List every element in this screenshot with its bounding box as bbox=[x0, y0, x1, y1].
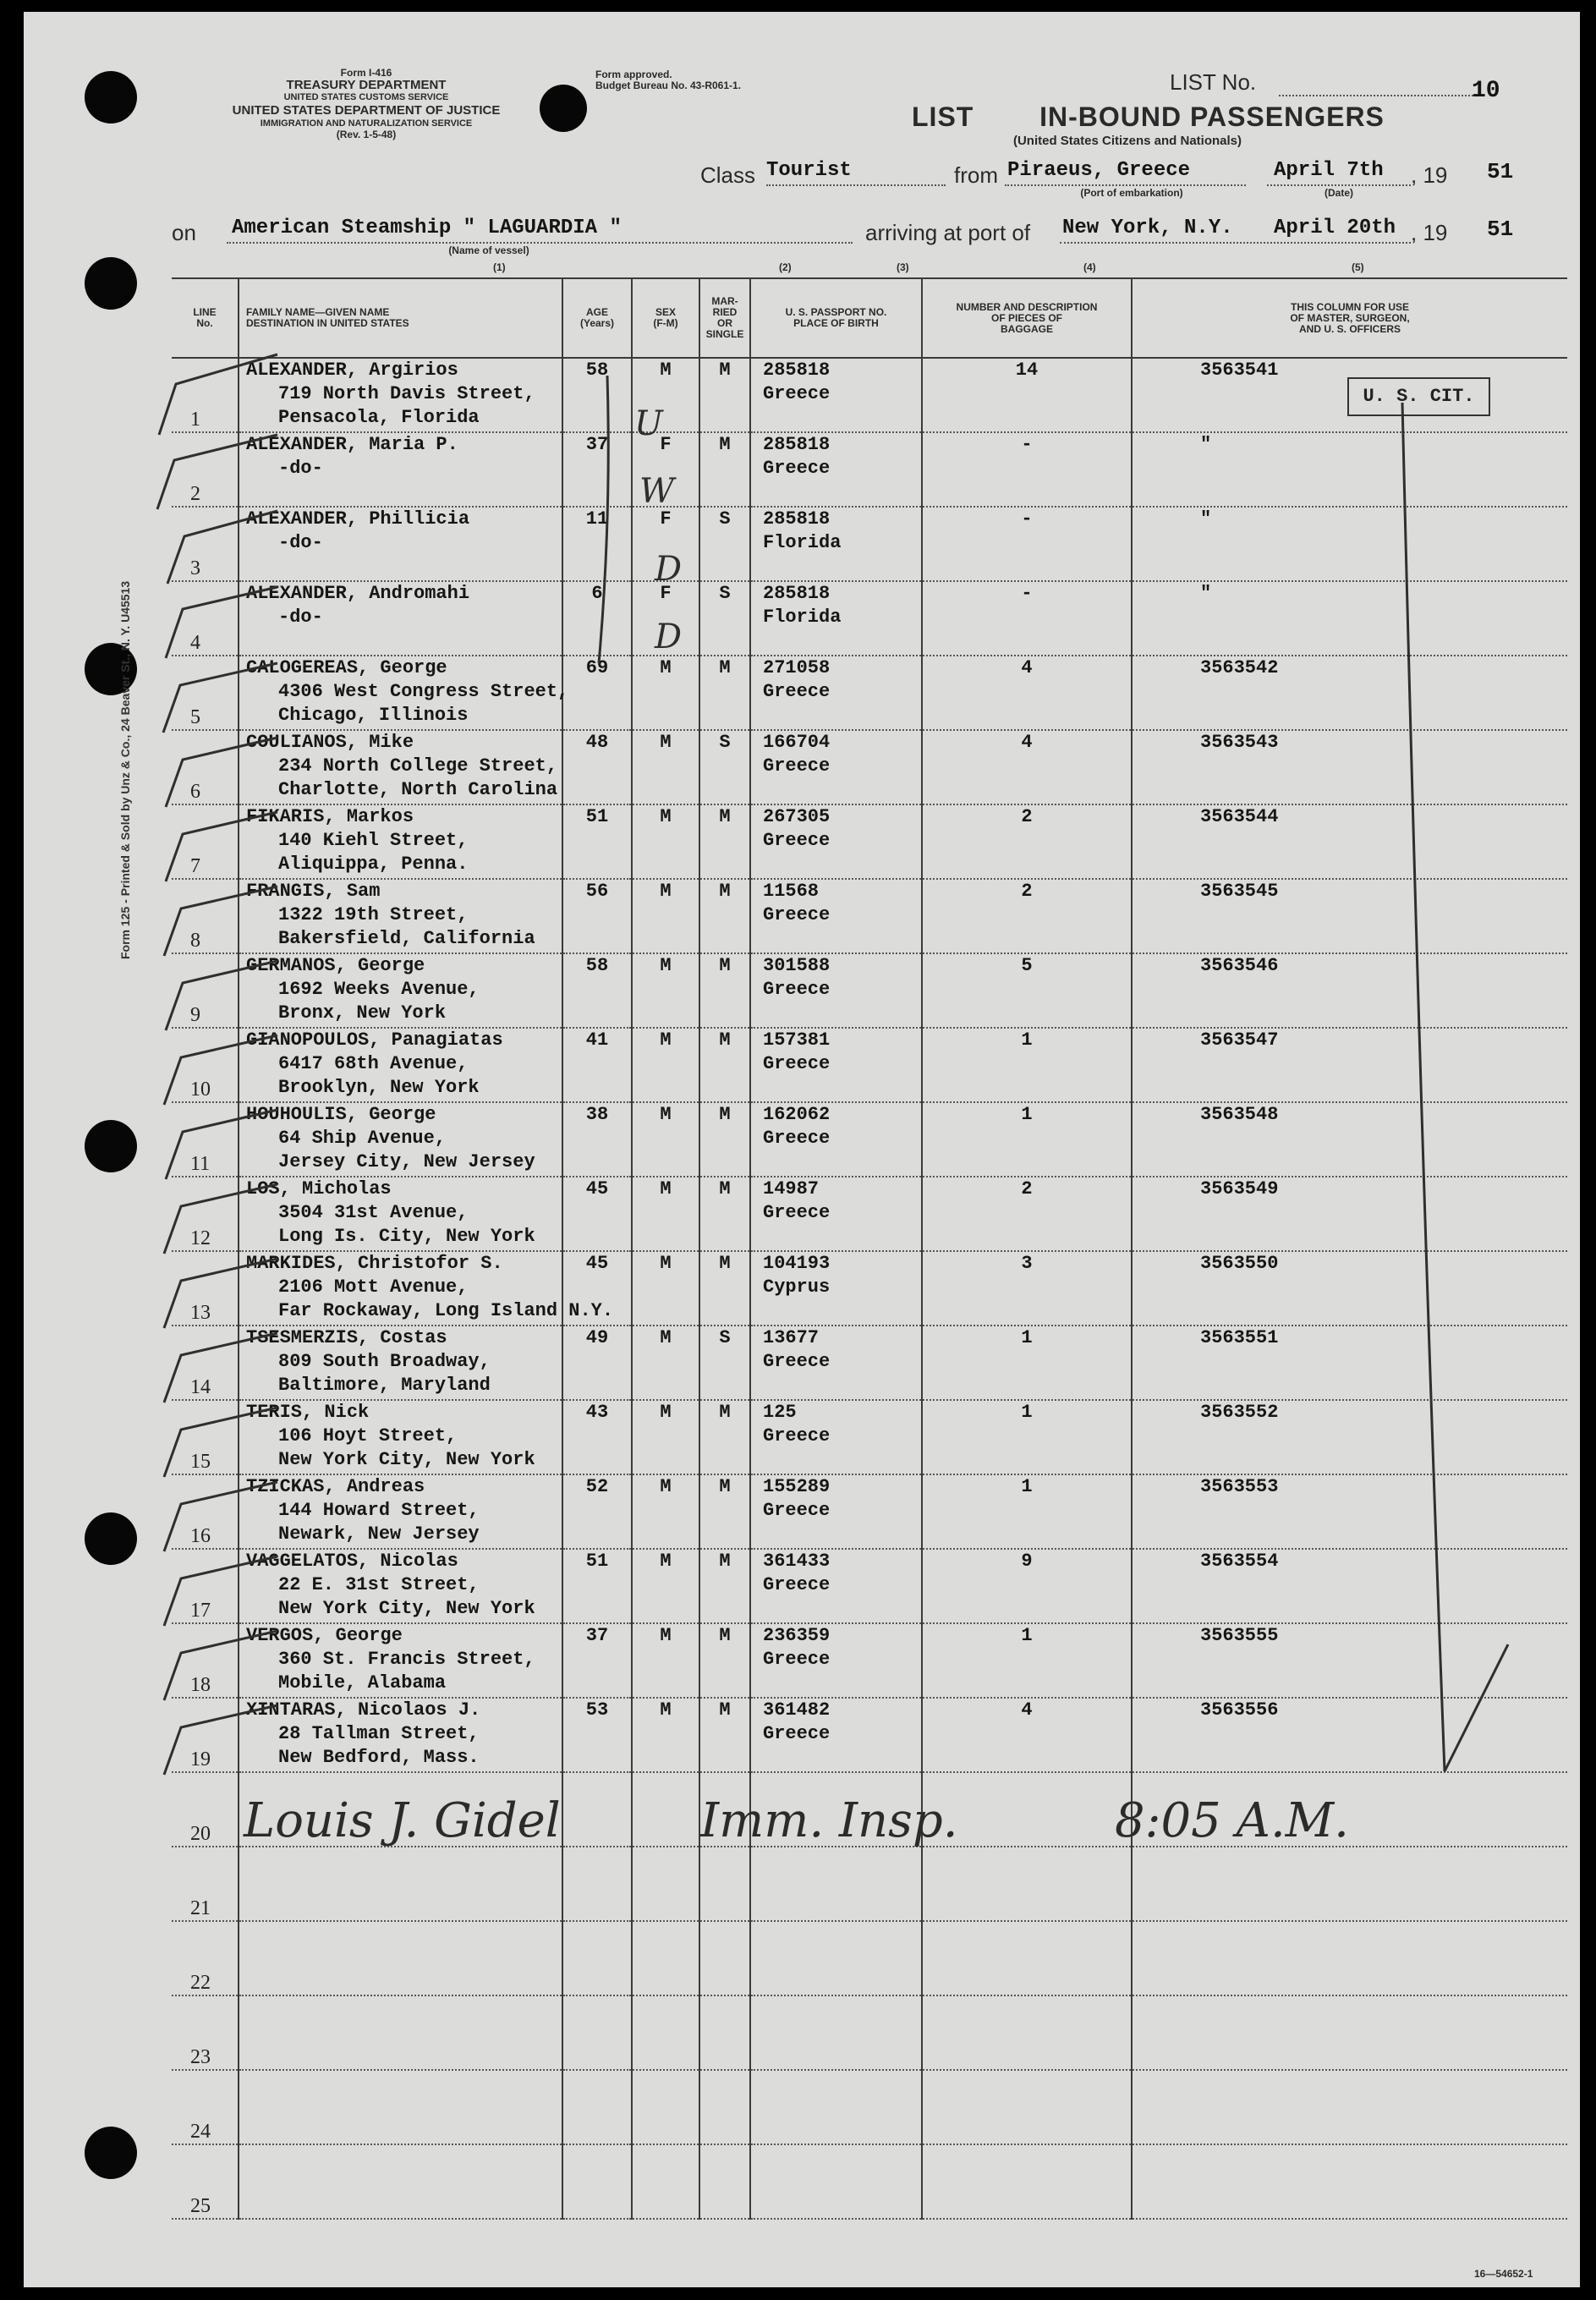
address-line-1: 6417 68th Avenue, bbox=[278, 1053, 469, 1074]
sex-value: F bbox=[660, 434, 672, 455]
line-number: 23 bbox=[190, 2046, 211, 2068]
list-number-value: 10 bbox=[1472, 78, 1500, 104]
officer-number: 3563555 bbox=[1200, 1625, 1279, 1646]
place-of-birth: Greece bbox=[763, 383, 831, 404]
check-mark bbox=[164, 1259, 277, 1328]
officer-number: 3563549 bbox=[1200, 1178, 1279, 1199]
baggage-count: 4 bbox=[1021, 657, 1033, 678]
header-married: MAR- RIED OR SINGLE bbox=[699, 278, 750, 358]
place-of-birth: Florida bbox=[763, 532, 842, 553]
passport-number: 13677 bbox=[763, 1327, 820, 1348]
passport-number: 155289 bbox=[763, 1476, 831, 1497]
passport-number: 285818 bbox=[763, 583, 831, 604]
place-of-birth: Greece bbox=[763, 904, 831, 925]
officer-number: 3563547 bbox=[1200, 1029, 1279, 1051]
line-number: 22 bbox=[190, 1972, 211, 1994]
age-value: 69 bbox=[585, 657, 609, 678]
officer-number: 3563550 bbox=[1200, 1253, 1279, 1274]
check-mark bbox=[166, 738, 277, 807]
age-value: 49 bbox=[585, 1327, 609, 1348]
baggage-count: 14 bbox=[1015, 360, 1039, 381]
address-line-1: 106 Hoyt Street, bbox=[278, 1425, 458, 1446]
officer-number: 3563541 bbox=[1200, 360, 1279, 381]
officer-number: 3563556 bbox=[1200, 1699, 1279, 1721]
sex-value: M bbox=[660, 806, 672, 827]
address-line-1: 2106 Mott Avenue, bbox=[278, 1276, 469, 1298]
place-of-birth: Florida bbox=[763, 607, 842, 628]
age-value: 37 bbox=[585, 434, 609, 455]
passport-number: 11568 bbox=[763, 881, 820, 902]
age-value: 56 bbox=[585, 881, 609, 902]
address-line-2: Aliquippa, Penna. bbox=[278, 854, 469, 875]
age-value: 52 bbox=[585, 1476, 609, 1497]
passenger-name: COULIANOS, Mike bbox=[246, 732, 414, 753]
baggage-count: 1 bbox=[1021, 1029, 1033, 1051]
marital-value: M bbox=[719, 1402, 731, 1423]
margin-mark: D bbox=[655, 618, 683, 656]
passenger-name: LOS, Micholas bbox=[246, 1178, 392, 1199]
passenger-name: MARKIDES, Christofor S. bbox=[246, 1253, 503, 1274]
justice-department: UNITED STATES DEPARTMENT OF JUSTICE bbox=[232, 103, 501, 118]
address-line-1: -do- bbox=[278, 458, 323, 479]
passport-number: 166704 bbox=[763, 732, 831, 753]
address-line-2: Baltimore, Maryland bbox=[278, 1375, 491, 1396]
officer-number: 3563543 bbox=[1200, 732, 1279, 753]
age-value: 41 bbox=[585, 1029, 609, 1051]
department: TREASURY DEPARTMENT bbox=[286, 78, 447, 92]
address-line-1: 28 Tallman Street, bbox=[278, 1723, 480, 1744]
passenger-name: CALOGEREAS, George bbox=[246, 657, 447, 678]
arrival-port: New York, N.Y. bbox=[1062, 217, 1233, 239]
marital-value: M bbox=[719, 881, 731, 902]
address-line-2: Chicago, Illinois bbox=[278, 705, 469, 726]
line-number: 6 bbox=[190, 781, 200, 803]
check-mark bbox=[157, 435, 277, 509]
arrival-date: April 20th bbox=[1274, 217, 1396, 239]
passenger-name: TERIS, Nick bbox=[246, 1402, 370, 1423]
address-line-2: Pensacola, Florida bbox=[278, 407, 480, 428]
header-officers: THIS COLUMN FOR USE OF MASTER, SURGEON, AND U. S. OFFICERS bbox=[1132, 278, 1567, 358]
col-num-3: (3) bbox=[897, 261, 909, 273]
age-value: 45 bbox=[585, 1178, 609, 1199]
age-value: 48 bbox=[585, 732, 609, 753]
sex-value: M bbox=[660, 955, 672, 976]
age-value: 37 bbox=[585, 1625, 609, 1646]
line-number: 21 bbox=[190, 1897, 211, 1919]
address-line-2: Newark, New Jersey bbox=[278, 1523, 480, 1545]
check-mark bbox=[167, 511, 277, 584]
officer-number: 3563553 bbox=[1200, 1476, 1279, 1497]
class-value: Tourist bbox=[766, 159, 852, 182]
baggage-count: 1 bbox=[1021, 1327, 1033, 1348]
col-num-5: (5) bbox=[1352, 261, 1364, 273]
inspector-signature: Louis J. Gidel bbox=[244, 1793, 561, 1848]
line-number: 16 bbox=[190, 1525, 211, 1547]
place-of-birth: Greece bbox=[763, 1723, 831, 1744]
check-mark bbox=[164, 1556, 277, 1626]
passport-number: 285818 bbox=[763, 360, 831, 381]
inspector-title: Imm. Insp. bbox=[700, 1793, 958, 1848]
sex-value: M bbox=[660, 1402, 672, 1423]
sex-value: M bbox=[660, 1476, 672, 1497]
line-number: 9 bbox=[190, 1004, 200, 1026]
passenger-name: XINTARAS, Nicolaos J. bbox=[246, 1699, 481, 1721]
check-mark bbox=[166, 1110, 277, 1179]
passport-number: 285818 bbox=[763, 434, 831, 455]
sex-value: M bbox=[660, 360, 672, 381]
sex-value: M bbox=[660, 1625, 672, 1646]
marital-value: S bbox=[719, 1327, 731, 1348]
line-number: 1 bbox=[190, 409, 200, 431]
place-of-birth: Greece bbox=[763, 1128, 831, 1149]
check-mark bbox=[164, 1631, 277, 1700]
passenger-name: ALEXANDER, Maria P. bbox=[246, 434, 458, 455]
passenger-name: TZICKAS, Andreas bbox=[246, 1476, 425, 1497]
line-number: 17 bbox=[190, 1600, 211, 1622]
passport-number: 361482 bbox=[763, 1699, 831, 1721]
sex-value: M bbox=[660, 1178, 672, 1199]
place-of-birth: Greece bbox=[763, 1351, 831, 1372]
marital-value: M bbox=[719, 806, 731, 827]
address-line-2: Bakersfield, California bbox=[278, 928, 535, 949]
place-of-birth: Cyprus bbox=[763, 1276, 831, 1298]
manifest-subtitle: (United States Citizens and Nationals) bbox=[1012, 134, 1242, 148]
place-of-birth: Greece bbox=[763, 681, 831, 702]
place-of-birth: Greece bbox=[763, 1500, 831, 1521]
address-line-1: 1322 19th Street, bbox=[278, 904, 469, 925]
passport-number: 271058 bbox=[763, 657, 831, 678]
baggage-count: 5 bbox=[1021, 955, 1033, 976]
line-number: 13 bbox=[190, 1302, 211, 1324]
line-number: 2 bbox=[190, 483, 200, 505]
marital-value: M bbox=[719, 955, 731, 976]
marital-value: M bbox=[719, 434, 731, 455]
officer-number: " bbox=[1200, 508, 1212, 530]
address-line-1: 719 North Davis Street, bbox=[278, 383, 535, 404]
age-value: 51 bbox=[585, 1551, 609, 1572]
line-number: 24 bbox=[190, 2121, 211, 2143]
year-prefix-2: , 19 bbox=[1411, 220, 1448, 245]
check-mark bbox=[163, 663, 277, 733]
address-line-2: Mobile, Alabama bbox=[278, 1672, 447, 1693]
line-number: 3 bbox=[190, 557, 200, 579]
marital-value: M bbox=[719, 1178, 731, 1199]
place-of-birth: Greece bbox=[763, 755, 831, 777]
place-of-birth: Greece bbox=[763, 979, 831, 1000]
us-citizen-stamp: U. S. CIT. bbox=[1347, 377, 1490, 416]
line-number: 10 bbox=[190, 1079, 211, 1101]
line-number: 7 bbox=[190, 855, 200, 877]
line-number: 20 bbox=[190, 1823, 211, 1845]
passenger-name: ALEXANDER, Phillicia bbox=[246, 508, 470, 530]
sex-value: M bbox=[660, 1327, 672, 1348]
passport-number: 285818 bbox=[763, 508, 831, 530]
line-number: 25 bbox=[190, 2195, 211, 2217]
vessel-name: American Steamship " LAGUARDIA " bbox=[232, 217, 622, 239]
address-line-1: 4306 West Congress Street, bbox=[278, 681, 569, 702]
form-approved: Form approved. bbox=[595, 69, 672, 80]
sex-value: M bbox=[660, 1104, 672, 1125]
passenger-name: TSESMERZIS, Costas bbox=[246, 1327, 447, 1348]
age-value: 43 bbox=[585, 1402, 609, 1423]
officer-number: 3563551 bbox=[1200, 1327, 1279, 1348]
address-line-1: 3504 31st Avenue, bbox=[278, 1202, 469, 1223]
margin-mark: D bbox=[655, 550, 683, 589]
marital-value: M bbox=[719, 1551, 731, 1572]
passport-number: 361433 bbox=[763, 1551, 831, 1572]
age-value: 6 bbox=[591, 583, 603, 604]
address-line-1: 140 Kiehl Street, bbox=[278, 830, 469, 851]
sex-value: M bbox=[660, 881, 672, 902]
arrival-year: 51 bbox=[1487, 217, 1514, 242]
address-line-2: Jersey City, New Jersey bbox=[278, 1151, 535, 1172]
port-caption: (Port of embarkation) bbox=[1080, 187, 1183, 199]
class-label: Class bbox=[700, 162, 756, 188]
officer-number: " bbox=[1200, 583, 1212, 604]
marital-value: M bbox=[719, 1476, 731, 1497]
year-prefix: , 19 bbox=[1411, 162, 1448, 188]
sex-value: M bbox=[660, 732, 672, 753]
address-line-2: Long Is. City, New York bbox=[278, 1226, 535, 1247]
age-value: 53 bbox=[585, 1699, 609, 1721]
on-label: on bbox=[172, 220, 196, 245]
baggage-count: - bbox=[1021, 434, 1033, 455]
check-mark bbox=[166, 961, 277, 1030]
baggage-count: 9 bbox=[1021, 1551, 1033, 1572]
officer-number: 3563545 bbox=[1200, 881, 1279, 902]
marital-value: S bbox=[719, 732, 731, 753]
baggage-count: - bbox=[1021, 508, 1033, 530]
sex-value: M bbox=[660, 657, 672, 678]
passenger-name: VERGOS, George bbox=[246, 1625, 403, 1646]
address-line-1: 234 North College Street, bbox=[278, 755, 558, 777]
address-line-1: 64 Ship Avenue, bbox=[278, 1128, 447, 1149]
address-line-2: New York City, New York bbox=[278, 1598, 535, 1619]
form-number: Form I-416 bbox=[340, 67, 392, 79]
marital-value: M bbox=[719, 1699, 731, 1721]
address-line-2: New York City, New York bbox=[278, 1449, 535, 1470]
passenger-name: ALEXANDER, Argirios bbox=[246, 360, 458, 381]
long-check-line bbox=[1402, 403, 1508, 1771]
line-number: 12 bbox=[190, 1227, 211, 1249]
from-label: from bbox=[954, 162, 998, 188]
baggage-count: 2 bbox=[1021, 881, 1033, 902]
age-value: 51 bbox=[585, 806, 609, 827]
check-mark bbox=[164, 1035, 277, 1105]
margin-mark: W bbox=[639, 472, 675, 511]
title-list: LIST bbox=[912, 102, 974, 132]
inspection-time: 8:05 A.M. bbox=[1115, 1793, 1349, 1848]
marital-value: M bbox=[719, 657, 731, 678]
address-line-2: New Bedford, Mass. bbox=[278, 1747, 480, 1768]
marital-value: M bbox=[719, 1029, 731, 1051]
sex-value: M bbox=[660, 1551, 672, 1572]
header-passport: U. S. PASSPORT NO. PLACE OF BIRTH bbox=[750, 278, 922, 358]
line-number: 5 bbox=[190, 706, 200, 728]
margin-mark: U bbox=[634, 404, 663, 443]
check-mark bbox=[164, 1705, 277, 1775]
passenger-name: FRANGIS, Sam bbox=[246, 881, 381, 902]
vessel-caption: (Name of vessel) bbox=[448, 244, 529, 256]
line-number: 19 bbox=[190, 1748, 211, 1770]
address-line-1: 144 Howard Street, bbox=[278, 1500, 480, 1521]
ins-service: IMMIGRATION AND NATURALIZATION SERVICE bbox=[260, 118, 473, 129]
officer-number: 3563546 bbox=[1200, 955, 1279, 976]
manifest-page bbox=[24, 12, 1580, 2287]
age-value: 11 bbox=[585, 508, 609, 530]
line-number: 18 bbox=[190, 1674, 211, 1696]
passenger-name: ALEXANDER, Andromahi bbox=[246, 583, 470, 604]
officer-number: 3563542 bbox=[1200, 657, 1279, 678]
baggage-count: 1 bbox=[1021, 1402, 1033, 1423]
address-line-1: -do- bbox=[278, 532, 323, 553]
bracket-line bbox=[599, 376, 608, 663]
marital-value: M bbox=[719, 360, 731, 381]
passport-number: 301588 bbox=[763, 955, 831, 976]
sex-value: M bbox=[660, 1253, 672, 1274]
header-baggage: NUMBER AND DESCRIPTION OF PIECES OF BAGGAGE bbox=[922, 278, 1132, 358]
address-line-2: Bronx, New York bbox=[278, 1002, 447, 1024]
col-num-2: (2) bbox=[779, 261, 792, 273]
baggage-count: 2 bbox=[1021, 1178, 1033, 1199]
budget-bureau: Budget Bureau No. 43-R061-1. bbox=[595, 80, 742, 91]
officer-number: 3563548 bbox=[1200, 1104, 1279, 1125]
check-mark bbox=[166, 812, 277, 881]
title-inbound: IN-BOUND PASSENGERS bbox=[1039, 102, 1385, 132]
place-of-birth: Greece bbox=[763, 1574, 831, 1595]
embarkation-port: Piraeus, Greece bbox=[1007, 159, 1191, 182]
address-line-1: -do- bbox=[278, 607, 323, 628]
header-sex: SEX (F-M) bbox=[632, 278, 699, 358]
place-of-birth: Greece bbox=[763, 1053, 831, 1074]
check-mark bbox=[164, 1333, 277, 1403]
col-num-4: (4) bbox=[1083, 261, 1096, 273]
address-line-1: 1692 Weeks Avenue, bbox=[278, 979, 480, 1000]
line-number: 11 bbox=[190, 1153, 211, 1175]
sex-value: M bbox=[660, 1029, 672, 1051]
line-number: 4 bbox=[190, 632, 200, 654]
passenger-name: HOUHOULIS, George bbox=[246, 1104, 436, 1125]
officer-number: " bbox=[1200, 434, 1212, 455]
header-age: AGE (Years) bbox=[562, 278, 632, 358]
age-value: 38 bbox=[585, 1104, 609, 1125]
handwritten-marks bbox=[24, 12, 1580, 2287]
header-name: FAMILY NAME—GIVEN NAME DESTINATION IN UNITED STATES bbox=[239, 278, 562, 358]
age-value: 45 bbox=[585, 1253, 609, 1274]
check-mark bbox=[164, 887, 277, 956]
address-line-2: Brooklyn, New York bbox=[278, 1077, 480, 1098]
check-mark bbox=[164, 1184, 277, 1254]
col-num-1: (1) bbox=[493, 261, 506, 273]
address-line-1: 809 South Broadway, bbox=[278, 1351, 491, 1372]
passport-number: 157381 bbox=[763, 1029, 831, 1051]
officer-number: 3563552 bbox=[1200, 1402, 1279, 1423]
baggage-count: 4 bbox=[1021, 1699, 1033, 1721]
check-mark bbox=[164, 1482, 277, 1551]
line-number: 15 bbox=[190, 1451, 211, 1473]
place-of-birth: Greece bbox=[763, 1202, 831, 1223]
baggage-count: - bbox=[1021, 583, 1033, 604]
passenger-name: VAGGELATOS, Nicolas bbox=[246, 1551, 458, 1572]
passenger-name: GERMANOS, George bbox=[246, 955, 425, 976]
embarkation-date: April 7th bbox=[1274, 159, 1384, 182]
address-line-2: Far Rockaway, Long Island N.Y. bbox=[278, 1300, 614, 1321]
passport-number: 267305 bbox=[763, 806, 831, 827]
baggage-count: 3 bbox=[1021, 1253, 1033, 1274]
passenger-name: FIKARIS, Markos bbox=[246, 806, 414, 827]
baggage-count: 4 bbox=[1021, 732, 1033, 753]
place-of-birth: Greece bbox=[763, 830, 831, 851]
printer-imprint: Form 125 - Printed & Sold by Unz & Co., 24 Beaver St., N. Y. U45513 bbox=[118, 580, 132, 959]
passport-number: 236359 bbox=[763, 1625, 831, 1646]
age-value: 58 bbox=[585, 955, 609, 976]
sex-value: F bbox=[660, 508, 672, 530]
check-mark bbox=[166, 587, 277, 658]
age-value: 58 bbox=[585, 360, 609, 381]
check-mark bbox=[164, 1408, 277, 1477]
passenger-name: GIANOPOULOS, Panagiatas bbox=[246, 1029, 503, 1051]
passport-number: 162062 bbox=[763, 1104, 831, 1125]
officer-number: 3563554 bbox=[1200, 1551, 1279, 1572]
marital-value: S bbox=[719, 508, 731, 530]
check-mark bbox=[159, 354, 277, 435]
sex-value: M bbox=[660, 1699, 672, 1721]
address-line-2: Charlotte, North Carolina bbox=[278, 779, 558, 800]
marital-value: M bbox=[719, 1104, 731, 1125]
address-line-1: 22 E. 31st Street, bbox=[278, 1574, 480, 1595]
place-of-birth: Greece bbox=[763, 1649, 831, 1670]
place-of-birth: Greece bbox=[763, 1425, 831, 1446]
footer-code: 16—54652-1 bbox=[1474, 2268, 1533, 2280]
line-number: 14 bbox=[190, 1376, 211, 1398]
baggage-count: 1 bbox=[1021, 1625, 1033, 1646]
header-line-no: LINE No. bbox=[172, 278, 239, 358]
date-caption: (Date) bbox=[1324, 187, 1353, 199]
baggage-count: 1 bbox=[1021, 1104, 1033, 1125]
list-number-label: LIST No. bbox=[1170, 69, 1257, 95]
marital-value: S bbox=[719, 583, 731, 604]
baggage-count: 2 bbox=[1021, 806, 1033, 827]
marital-value: M bbox=[719, 1253, 731, 1274]
arriving-label: arriving at port of bbox=[865, 220, 1031, 245]
passport-number: 104193 bbox=[763, 1253, 831, 1274]
customs-service: UNITED STATES CUSTOMS SERVICE bbox=[283, 92, 449, 102]
baggage-count: 1 bbox=[1021, 1476, 1033, 1497]
form-revision: (Rev. 1-5-48) bbox=[336, 129, 397, 140]
place-of-birth: Greece bbox=[763, 458, 831, 479]
marital-value: M bbox=[719, 1625, 731, 1646]
passport-number: 125 bbox=[763, 1402, 797, 1423]
sex-value: F bbox=[660, 583, 672, 604]
officer-number: 3563544 bbox=[1200, 806, 1279, 827]
passport-number: 14987 bbox=[763, 1178, 820, 1199]
line-number: 8 bbox=[190, 930, 200, 952]
address-line-1: 360 St. Francis Street, bbox=[278, 1649, 535, 1670]
embarkation-year: 51 bbox=[1487, 159, 1514, 184]
